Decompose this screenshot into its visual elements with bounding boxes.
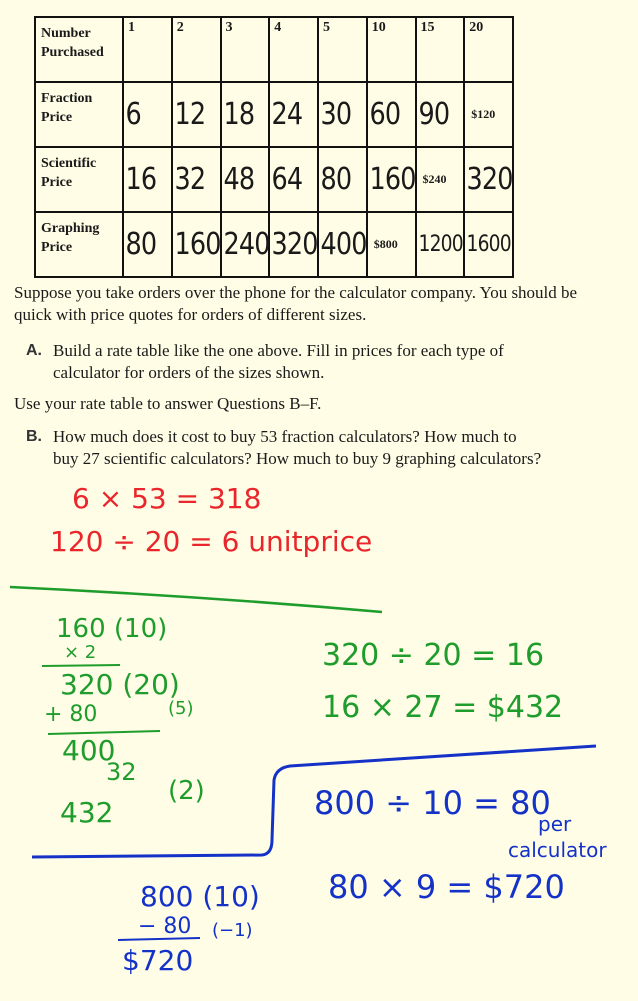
- price-cell: 6: [123, 82, 164, 147]
- red-work-line1: 6 × 53 = 318: [72, 482, 262, 515]
- graphing-price-label: Graphing Price: [35, 212, 123, 277]
- green-left-step: 32: [106, 758, 137, 786]
- qty-cell: 1: [123, 17, 172, 82]
- price-cell: 16: [123, 147, 164, 212]
- price-cell: 320: [464, 147, 505, 212]
- green-left-step: 432: [60, 796, 114, 829]
- green-right-line1: 320 ÷ 20 = 16: [322, 638, 545, 673]
- blue-right-line1: 800 ÷ 10 = 80: [314, 784, 551, 822]
- qty-cell: 15: [416, 17, 465, 82]
- fraction-price-label: Fraction Price: [35, 82, 123, 147]
- green-underline-1: [42, 665, 120, 666]
- green-left-step: (5): [168, 698, 194, 719]
- blue-calculator-label: calculator: [508, 838, 607, 862]
- question-b-line1: How much does it cost to buy 53 fraction calculators? How much to: [53, 427, 517, 446]
- price-cell: 1600: [464, 212, 505, 277]
- instruction-text: Use your rate table to answer Questions B–F.: [14, 394, 322, 413]
- qty-cell: 4: [269, 17, 318, 82]
- green-left-step: 160 (10): [56, 614, 168, 644]
- qty-cell: 2: [172, 17, 221, 82]
- red-work-line2: 120 ÷ 20 = 6 unitprice: [50, 525, 373, 558]
- green-left-step: (2): [168, 776, 205, 806]
- question-a-label: A.: [26, 342, 42, 359]
- green-left-step: 320 (20): [60, 668, 180, 701]
- green-right-line2: 16 × 27 = $432: [322, 690, 564, 725]
- price-cell: 400: [318, 212, 359, 277]
- blue-bottom-step: 800 (10): [140, 880, 260, 913]
- green-left-step: + 80: [44, 702, 98, 727]
- price-cell: 90: [416, 82, 457, 147]
- price-cell: 1200: [416, 212, 457, 277]
- number-purchased-header: Number Purchased: [35, 17, 123, 82]
- qty-cell: 20: [464, 17, 513, 82]
- price-cell: 240: [221, 212, 262, 277]
- price-cell: $800: [367, 212, 416, 277]
- price-cell: 160: [367, 147, 408, 212]
- green-divider-line: [10, 587, 382, 612]
- blue-bottom-step: (−1): [212, 920, 253, 941]
- price-cell: 18: [221, 82, 262, 147]
- scientific-price-label: Scientific Price: [35, 147, 123, 212]
- price-cell: 32: [172, 147, 213, 212]
- intro-paragraph: Suppose you take orders over the phone for the calculator company. You should be quick with price quotes for orders of different sizes.: [14, 283, 578, 324]
- price-cell: 80: [318, 147, 359, 212]
- price-cell: 12: [172, 82, 213, 147]
- price-cell: $120: [464, 82, 513, 147]
- qty-cell: 10: [367, 17, 416, 82]
- price-cell: 64: [269, 147, 310, 212]
- qty-cell: 5: [318, 17, 367, 82]
- price-cell: 30: [318, 82, 359, 147]
- price-cell: 24: [269, 82, 310, 147]
- green-left-step: 400: [62, 734, 116, 767]
- price-cell: 320: [269, 212, 310, 277]
- price-cell: 60: [367, 82, 408, 147]
- price-cell: 80: [123, 212, 164, 277]
- blue-bottom-step: $720: [122, 944, 194, 977]
- question-b-line2: buy 27 scientific calculators? How much to buy 9 graphing calculators?: [53, 449, 542, 468]
- price-cell: 48: [221, 147, 262, 212]
- question-b-label: B.: [26, 428, 42, 445]
- question-a-line2: calculator for orders of the sizes shown.: [53, 363, 325, 382]
- qty-cell: 3: [221, 17, 270, 82]
- question-a-line1: Build a rate table like the one above. Fill in prices for each type of: [53, 341, 504, 360]
- green-left-step: × 2: [64, 642, 97, 663]
- blue-per-label: per: [538, 812, 572, 836]
- price-cell: 160: [172, 212, 213, 277]
- blue-bottom-step: − 80: [138, 914, 192, 939]
- price-cell: $240: [416, 147, 465, 212]
- blue-right-line2: 80 × 9 = $720: [328, 868, 565, 906]
